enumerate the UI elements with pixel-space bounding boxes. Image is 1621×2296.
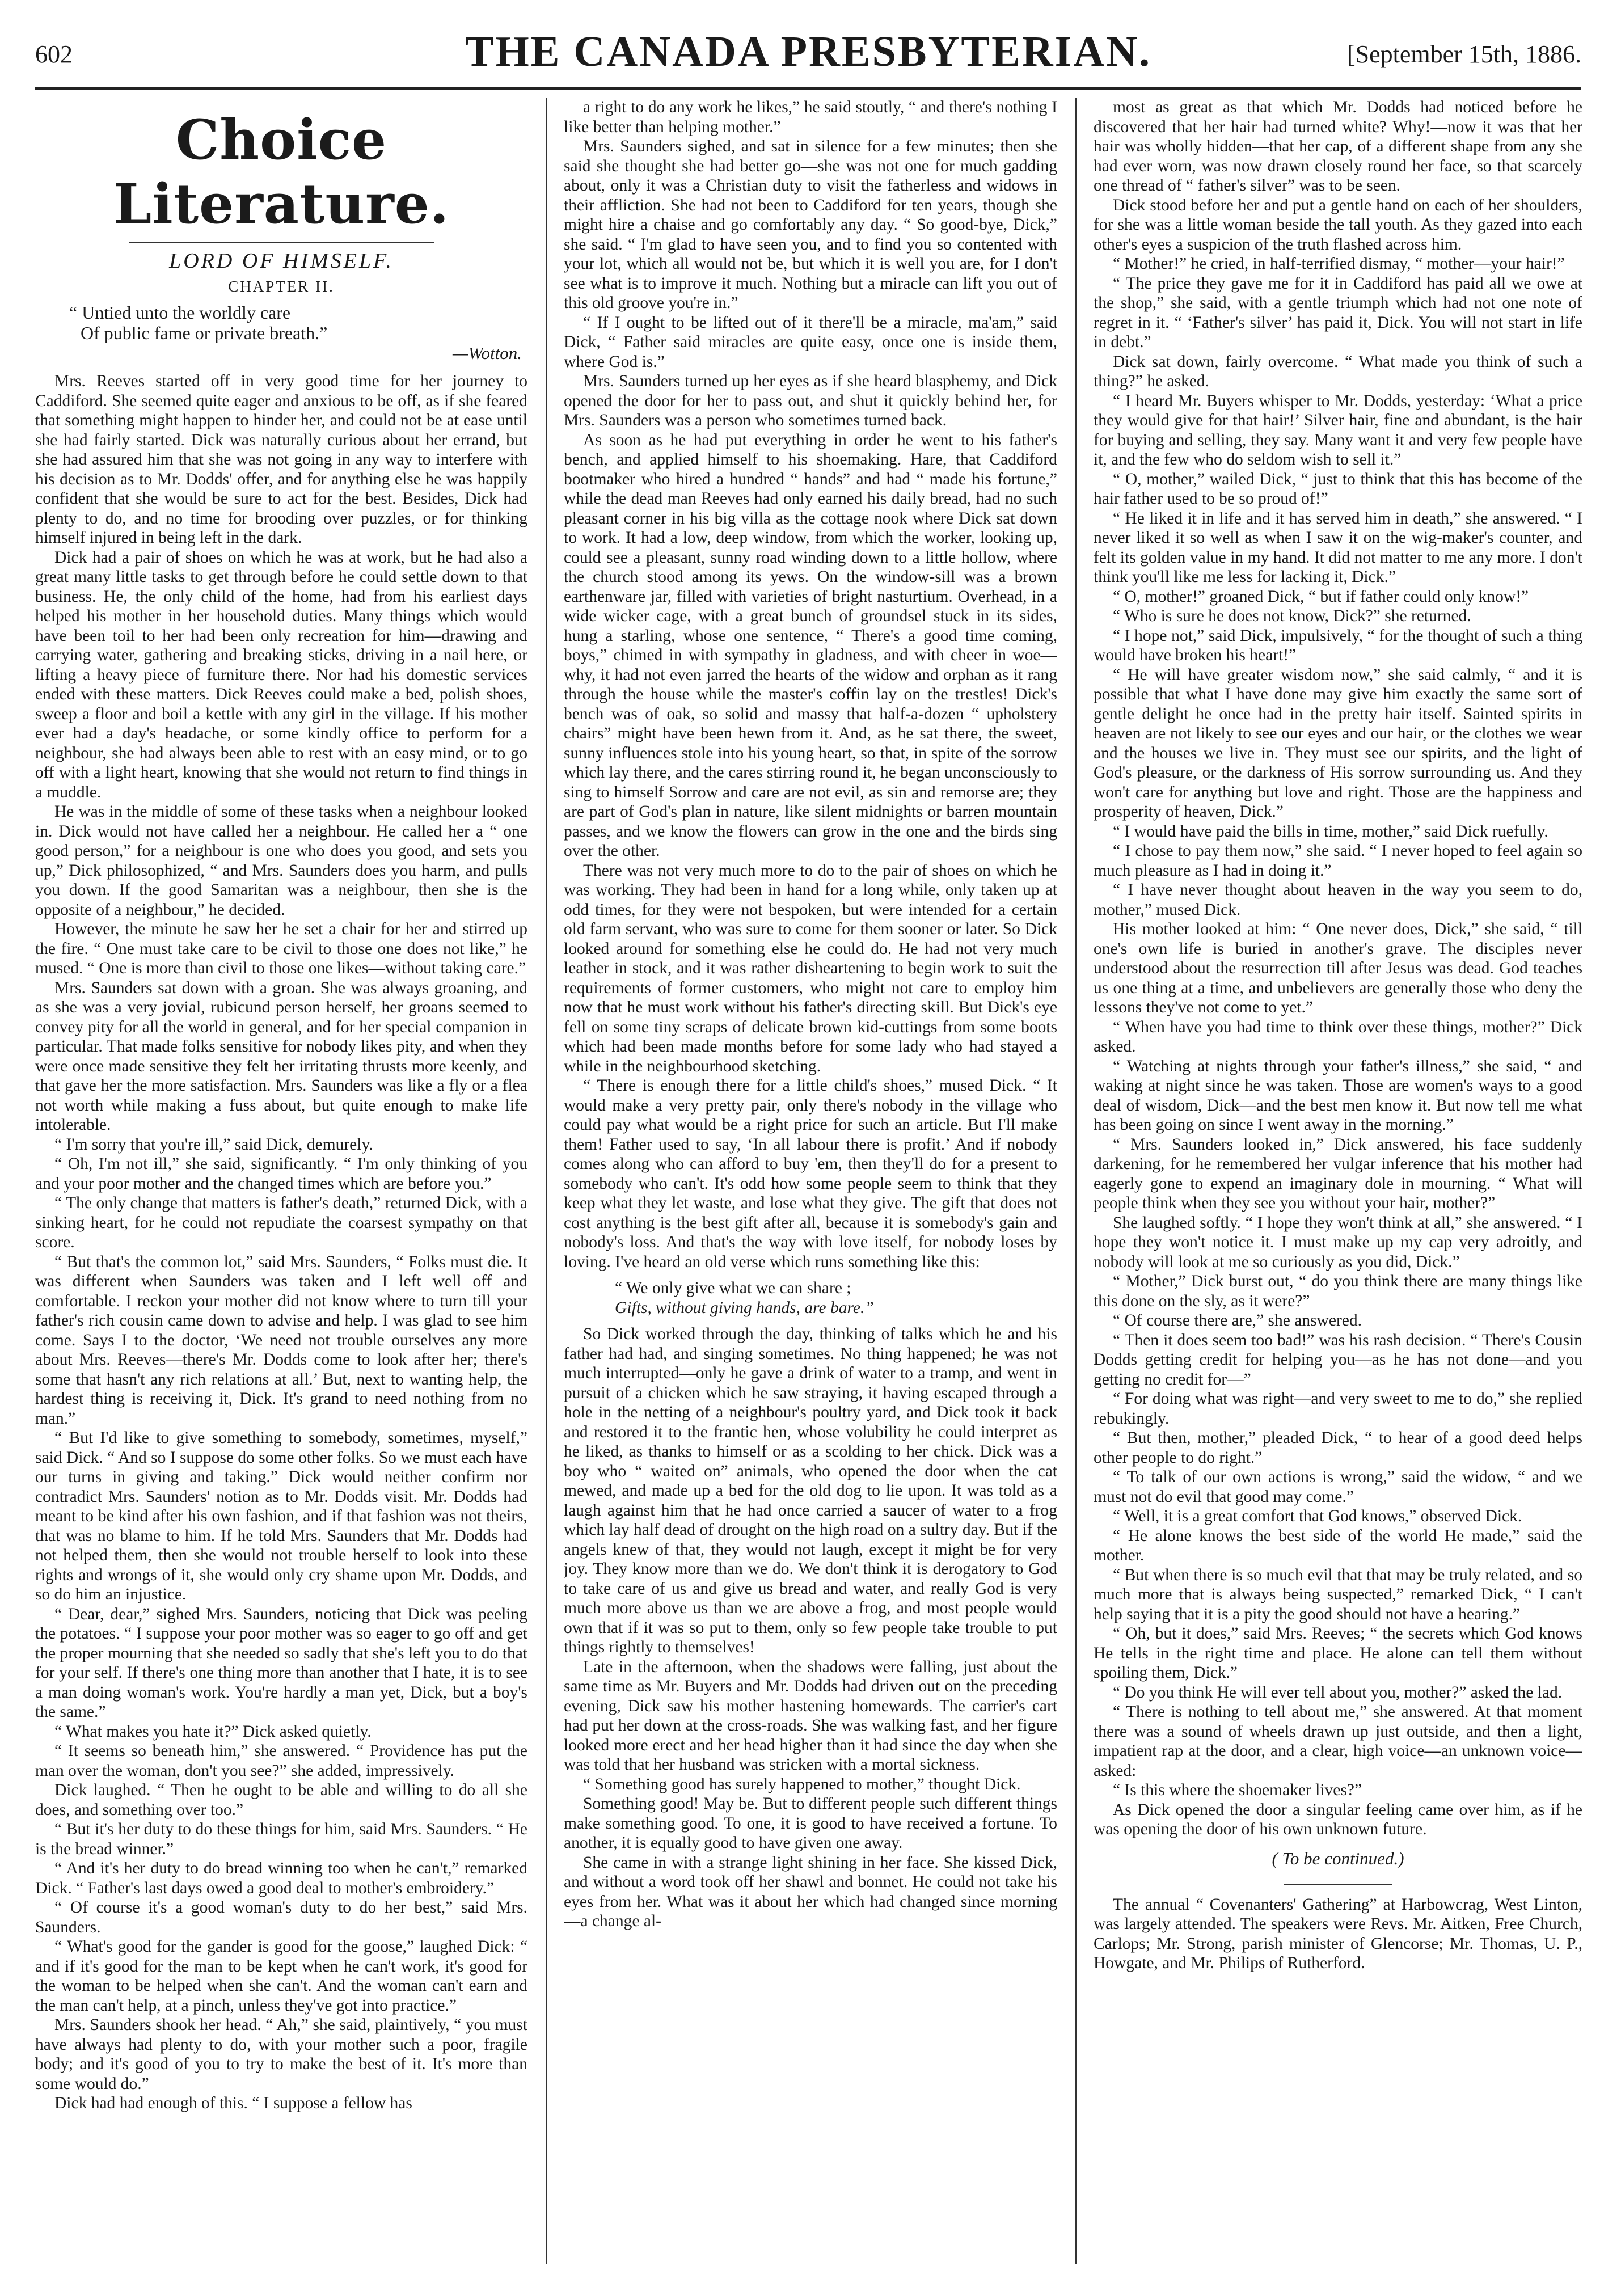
paragraph: “ I heard Mr. Buyers whisper to Mr. Dodds, yesterday: ‘What a price they would give for that hair!’ Silver hair, fine and abundant, is the hair for buying and selling, they say. Many want it and very few people have it, and the few who do seldom wish to sell it.” xyxy=(1094,391,1582,469)
story-title: LORD OF HIMSELF. xyxy=(169,249,394,273)
column-1-text xyxy=(35,372,527,2113)
paragraph: “ Mother,” Dick burst out, “ do you think there are many things like this done on the sly, as it were?” xyxy=(1094,1272,1582,1310)
paragraph: “ Watching at nights through your father's illness,” she said, “ and waking at night since he was taken. Those are women's ways to a good deal of wisdom, Dick—and the best men know it. But now tell me what has been going on since I went away in the morning.” xyxy=(1094,1057,1582,1134)
paragraph: “ What's good for the gander is good for the goose,” laughed Dick: “ and if it's good for the man to be kept when he can't work, it's good for the woman to be helped when she can't. And the woman can't earn and the man can't help, at a pinch, unless they've got into practice.” xyxy=(35,1938,527,2015)
paragraph: “ O, mother,” wailed Dick, “ just to think that this has become of the hair father used to be so proud of!” xyxy=(1094,470,1582,508)
column-divider xyxy=(1075,98,1077,2264)
paragraph: “ Then it does seem too bad!” was his rash decision. “ There's Cousin Dodds getting credit for helping you—as he has not done—and you getting no credit for—” xyxy=(1094,1331,1582,1388)
paragraph: Dick sat down, fairly overcome. “ What made you think of such a thing?” he asked. xyxy=(1094,352,1582,390)
paragraph: most as great as that which Mr. Dodds had noticed before he discovered that her hair had turned white? Why!—now it was that her hair was wholly hidden—that her cap, of a different shape from any she had ever worn, was now drawn closely round her face, so that scarcely one thread of “ father's silver” was to be seen. xyxy=(1094,98,1582,195)
issue-date: [September 15th, 1886. xyxy=(1346,40,1581,68)
paragraph: Mrs. Reeves started off in very good time for her journey to Caddiford. She seemed quite eager and anxious to be off, as if she feared that something might happen to hinder her, and could not be at ease until she had fairly started. Dick was naturally curious about her errand, but she had assured him that she was not going in any way to interfere with his decision as to Mr. Dodds' offer, and for anything else he was happily confident that she would be sure to act for the best. Besides, Dick had plenty to do, and no time for brooding over puzzles, or for thinking himself injured in being left in the dark. xyxy=(35,372,527,547)
paragraph: “ There is nothing to tell about me,” she answered. At that moment there was a sound of wheels drawn up just outside, and then a light, impatient rap at the door, and a clear, high voice—an unknown voice—asked: xyxy=(1094,1703,1582,1780)
paragraph: Dick stood before her and put a gentle hand on each of her shoulders, for she was a little woman beside the tall youth. As they gazed into each other's eyes a suspicion of the truth flashed across him. xyxy=(1094,196,1582,254)
paragraph: As Dick opened the door a singular feeling came over him, as if he was opening the door of his own unknown future. xyxy=(1094,1800,1582,1838)
paragraph: “ If I ought to be lifted out of it there'll be a miracle, ma'am,” said Dick, “ Father said miracles are quite easy, once one is inside them, where God is.” xyxy=(564,313,1057,371)
epigraph xyxy=(69,302,527,343)
paragraph: She laughed softly. “ I hope they won't think at all,” she answered. “ I hope they won't notice it. I must make up my cap very adroitly, and nobody will look at me so curiously as you did, Dick.” xyxy=(1094,1213,1582,1271)
paragraph: His mother looked at him: “ One never does, Dick,” she said, “ till one's own life is buried in another's grave. The disciples never understood about the resurrection till after Jesus was dead. God teaches us one thing at a time, and unbelievers are generally those who deny the lessons they've not come to yet.” xyxy=(1094,920,1582,1016)
paragraph: “ Who is sure he does not know, Dick?” she returned. xyxy=(1113,607,1471,625)
paragraph: Mrs. Saunders shook her head. “ Ah,” she said, plaintively, “ you must have always had plenty to do, with your mother such a poor, fragile body; and it's good of you to try to make the best of it. It's more than some would do.” xyxy=(35,2016,527,2093)
paragraph: “ The price they gave me for it in Caddiford has paid all we owe at the shop,” she said, with a gentle triumph which had not one note of regret in it. “ ‘Father's silver’ has paid it, Dick. You will not start in life in debt.” xyxy=(1094,274,1582,351)
paragraph: “ I chose to pay them now,” she said. “ I never hoped to feel again so much pleasure as I had in doing it.” xyxy=(1094,842,1582,880)
paragraph: “ When have you had time to think over these things, mother?” Dick asked. xyxy=(1094,1018,1582,1056)
paragraph: “ Mrs. Saunders looked in,” Dick answered, his face suddenly darkening, for he remembered her vulgar inference that his mother had eagerly gone to expend an imaginary dole in mourning. “ What will people think when they see you without your hair, mother?” xyxy=(1094,1135,1582,1212)
paragraph: “ Do you think He will ever tell about you, mother?” asked the lad. xyxy=(1113,1683,1563,1702)
notice-paragraph: The annual “ Covenanters' Gathering” at Harbowcrag, West Linton, was largely attended. The speakers were Revs. Mr. Aitken, Free Church, Carlops; Mr. Strong, parish minister of Glencorse; Mr. Thomas, U. P., Howgate, and Mr. Philips of Rutherford. xyxy=(1094,1895,1582,1972)
paragraph: However, the minute he saw her he set a chair for her and stirred up the fire. “ One must take care to be civil to those one does not like,” he mused. “ One is more than civil to those one likes—without taking care.” xyxy=(35,920,527,977)
paragraph: There was not very much more to do to the pair of shoes on which he was working. They had been in hand for a long while, only taken up at odd times, for they were not bespoken, but were intended for a certain old farm servant, who was sure to come for them sooner or later. So Dick looked around for something else he could do. He had not very much leather in stock, and it was rather disheartening to begin work to suit the requirements of former customers, who might not care to employ him now that he must work without his father's directing skill. But Dick's eye fell on some tiny scraps of delicate brown kid-cuttings from some boots which had been made months before for some lady who had stayed a while in the neighbourhood sketching. xyxy=(564,861,1057,1075)
notice-rule xyxy=(1284,1884,1392,1885)
epigraph-attribution: —Wotton. xyxy=(452,343,522,363)
paragraph: She came in with a strange light shining in her face. She kissed Dick, and without a word took off her shawl and bonnet. He could not take his eyes from her. What was it about her which had changed since morning—a change al- xyxy=(564,1853,1057,1930)
paragraph: “ But when there is so much evil that that may be truly related, and so much more that is always being suspected,” remarked Dick, “ I can't help saying that it is a pity the good should not have a hearing.” xyxy=(1094,1565,1582,1623)
paragraph: Dick laughed. “ Then he ought to be able and willing to do all she does, and something over too.” xyxy=(35,1781,527,1819)
column-1 xyxy=(35,98,527,2276)
paragraph: Something good! May be. But to different people such different things make something good. To one, it is good to have received a fortune. To another, it is equally good to have given one away. xyxy=(564,1795,1057,1852)
paragraph: As soon as he had put everything in order he went to his father's bench, and applied himself to his shoemaking. Hare, that Caddiford bootmaker who hired a hundred “ hands” and had “ made his fortune,” while the dead man Reeves had only earned his daily bread, had no such pleasant corner in his big villa as the cottage nook where Dick sat down to work. It had a low, deep window, from which the worker, looking up, could see a pleasant, sunny road winding down to a little hollow, where the church stood among its yews. On the window-sill was a brown earthenware jar, filled with varieties of bright nasturtium. Overhead, in a wide wicker cage, with a great bunch of groundsel stuck in its sides, hung a starling, whose one sentence, “ There's a good time coming, boys,” chimed in with sympathy in gladness, and with cheer in woe—why, it had not even jarred the hearts of the widow and orphan as it rang through the house while the master's coffin lay on the trestles! Dick's bench was of oak, so solid and massy that half-a-dozen “ upholstery chairs” might have been hewn from it. And, as he sat there, the sweet, sunny influences stole into his young heart, so that, in spite of the sorrow which lay there, and the cares stirring round it, he began unconsciously to sing to himself Sorrow and care are not evil, as sin and remorse are; they are part of God's plan in nature, like silent midnights or barren mountain passes, and we know the flowers can grow in the one and the birds sing over the other. xyxy=(564,430,1057,860)
page-number: 602 xyxy=(35,40,73,68)
paragraph: Mrs. Saunders sat down with a groan. She was always groaning, and as she was a very jovial, rubicund person herself, her groans seemed to convey pity for all the world in general, and for her special companion in particular. That made folks sensitive for nobody likes pity, and when they were once made sensitive they felt her irritating thrusts more keenly, and that gave her the more satisfaction. Mrs. Saunders was like a fly or a flea not worth while making a fuss about, but quite enough to make life intolerable. xyxy=(35,978,527,1134)
paragraph: He was in the middle of some of these tasks when a neighbour looked in. Dick would not have called her a neighbour. He called her a “ one good person,” for a neighbour is one who does you good, and sets you up,” Dick philosophized, “ and Mrs. Saunders does you harm, and pulls you down. If the good Samaritan was a neighbour, then she is the opposite of a neighbour,” he decided. xyxy=(35,803,527,919)
paragraph: “ To talk of our own actions is wrong,” said the widow, “ and we must not do evil that good may come.” xyxy=(1094,1468,1582,1506)
paragraph: “ What makes you hate it?” Dick asked quietly. xyxy=(54,1722,372,1741)
paragraph: “ Of course it's a good woman's duty to do her best,” said Mrs. Saunders. xyxy=(35,1898,527,1936)
verse xyxy=(615,1278,1057,1318)
column-3-text xyxy=(1094,98,1582,1839)
paragraph: “ I'm sorry that you're ill,” said Dick, demurely. xyxy=(54,1135,373,1154)
paragraph: So Dick worked through the day, thinking of talks which he and his father had had, and singing sometimes. No thing happened; he was not much interrupted—only he gave a drink of water to a tramp, and went in pursuit of a chicken which he saw straying, it having escaped through a hole in the netting of a neighbour's poultry yard, and Dick took it back and restored it to the frantic hen, whose volubility he could interpret as he liked, as thanks to himself or as a scolding to her chick. Dick was a boy who “ waited on” animals, who opened the door when the cat mewed, and made up a bed for the old dog to lie upon. It was told as a laugh against him that he had once carried a saucer of water to a frog which lay half dead of drought on the high road on a sultry day. But if the angels knew of that, they would not laugh, except it might be for very joy. They know more than we do. We don't think it is derogatory to God to take care of us and give us bread and water, and really God is very much more above us than we are above a frog, and most people would own that if it was so put to them, only so few people take trouble to put things rightly to themselves! xyxy=(564,1325,1057,1656)
page-header xyxy=(35,26,1581,83)
paragraph: Dick had had enough of this. “ I suppose a fellow has xyxy=(54,2094,412,2112)
paragraph: “ I would have paid the bills in time, mother,” said Dick ruefully. xyxy=(1113,822,1548,841)
paragraph: “ I hope not,” said Dick, impulsively, “ for the thought of such a thing would have broken his heart!” xyxy=(1094,626,1582,664)
paragraph: “ O, mother!” groaned Dick, “ but if father could only know!” xyxy=(1113,587,1529,606)
header-rule xyxy=(35,87,1581,90)
paragraph: “ Of course there are,” she answered. xyxy=(1113,1311,1362,1330)
paragraph: “ He alone knows the best side of the world He made,” said the mother. xyxy=(1094,1526,1582,1564)
paragraph: “ And it's her duty to do bread winning too when he can't,” remarked Dick. “ Father's last days owed a good deal to mother's embroidery.” xyxy=(35,1859,527,1897)
paragraph: “ For doing what was right—and very sweet to me to do,” she replied rebukingly. xyxy=(1094,1390,1582,1428)
paragraph: “ He will have greater wisdom now,” she said calmly, “ and it is possible that what I have done may give him exactly the same sort of gentle delight he once had in the pretty hair itself. Sainted spirits in heaven are not likely to see our eyes and our hair, or the clothes we wear and the houses we live in. They must see our spirits, and the light of God's pleasure, or the darkness of His sorrow surrounding us. And they won't care for anything but love and right. Those are the happiness and prosperity of heaven, Dick.” xyxy=(1094,665,1582,821)
paragraph: “ The only change that matters is father's death,” returned Dick, with a sinking heart, for he could not repudiate the coarsest sympathy on that score. xyxy=(35,1194,527,1251)
paragraph: “ But then, mother,” pleaded Dick, “ to hear of a good deed helps other people to do right.” xyxy=(1094,1429,1582,1467)
paragraph: Mrs. Saunders sighed, and sat in silence for a few minutes; then she said she thought she had better go—she was not one for much gadding about, only it was a Christian duty to visit the fatherless and widows in their affliction. She had not been to Caddiford for ten years, though she might hire a chaise and go comfortably any day. “ So good-bye, Dick,” she said. “ I'm glad to have seen you, and to find you so contented with your lot, which all would not be, but which it is well you are, for I don't see what is to improve it much. Nothing but a miracle can lift you out of this old groove you're in.” xyxy=(564,137,1057,312)
paragraph: “ Oh, but it does,” said Mrs. Reeves; “ the secrets which God knows He tells in the right time and place. He alone can tell them without spoiling them, Dick.” xyxy=(1094,1624,1582,1682)
paragraph: “ Dear, dear,” sighed Mrs. Saunders, noticing that Dick was peeling the potatoes. “ I suppose your poor mother was so eager to go off and get the proper mourning that she needed so sadly that she's left you to do that for your self. If there's one thing more than another that I hate, it is to see a man doing woman's work. You're hardly a man yet, Dick, but a boy's the same.” xyxy=(35,1605,527,1721)
column-2 xyxy=(564,98,1057,2276)
masthead: THE CANADA PRESBYTERIAN. xyxy=(465,28,1152,75)
epigraph-line: “ Untied unto the worldly care xyxy=(69,302,291,323)
column-2-text xyxy=(564,98,1057,1272)
paragraph: “ But it's her duty to do these things for him, said Mrs. Saunders. “ He is the bread winner.” xyxy=(35,1820,527,1858)
paragraph: “ He liked it in life and it has served him in death,” she answered. “ I never liked it so well as when I saw it on the wig-maker's counter, and felt its golden value in my hand. It did not matter to me any more. I don't think you'll like me less for lacking it, Dick.” xyxy=(1094,509,1582,586)
chapter-heading: CHAPTER II. xyxy=(228,278,335,295)
paragraph: “ Something good has surely happened to mother,” thought Dick. xyxy=(583,1775,1021,1793)
paragraph: “ Mother!” he cried, in half-terrified dismay, “ mother—your hair!” xyxy=(1113,255,1565,273)
paragraph: “ But that's the common lot,” said Mrs. Saunders, “ Folks must die. It was different when Saunders was taken and I left well off and comfortable. I reckon your mother did not know where to turn till your father's rich cousin came down to advise and help. I was glad to see him come. Says I to the doctor, ‘We need not trouble ourselves any more about Mrs. Reeves—there's Mr. Dodds come to look after her; there's some that hasn't any rich relations at all.’ But, next to wanting help, the hardest thing is receiving it, Dick. It's grand to need nothing from no man.” xyxy=(35,1252,527,1428)
paragraph: Mrs. Saunders turned up her eyes as if she heard blasphemy, and Dick opened the door for her to pass out, and shut it quickly behind her, for Mrs. Saunders was a person who sometimes turned back. xyxy=(564,372,1057,429)
paragraph: “ I have never thought about heaven in the way you seem to do, mother,” mused Dick. xyxy=(1094,881,1582,919)
to-be-continued: ( To be continued.) xyxy=(1272,1848,1404,1868)
paragraph: a right to do any work he likes,” he said stoutly, “ and there's nothing I like better than helping mother.” xyxy=(564,98,1057,136)
column-2-text-continued xyxy=(564,1324,1057,1931)
paragraph: “ There is enough there for a little child's shoes,” mused Dick. “ It would make a very pretty pair, only there's nobody in the village who could pay what would be a right price for such an article. But I'll make them! Father used to say, ‘In all labour there is profit.’ And if nobody comes along who can afford to buy 'em, then they'll do for a present to somebody who can't. It's odd how some people seem to think that they keep what they let waste, and lose what they give. The gift that does not cost anything is the best gift after all, because it is somebody's gain and nobody's loss. And that's the way with love itself, for nobody loses by loving. I've heard an old verse which runs something like this: xyxy=(564,1077,1057,1271)
paragraph: “ But I'd like to give something to somebody, sometimes, myself,” said Dick. “ And so I suppose do some other folks. So we must each have our turns in giving and taking.” Dick would neither confirm nor contradict Mrs. Saunders' notion as to Mr. Dodds visit. Mr. Dodds had meant to be kind after his own fashion, and if that fashion was not theirs, that was no blame to him. If he told Mrs. Saunders that Mr. Dodds had not helped them, then she would not trouble herself to look into these rights and wrongs of it, she would only cry shame upon Mr. Dodds, and so do him an injustice. xyxy=(35,1429,527,1603)
verse-line: “ We only give what we can share ; xyxy=(615,1279,851,1297)
paragraph: “ Is this where the shoemaker lives?” xyxy=(1113,1781,1362,1799)
paragraph: “ Oh, I'm not ill,” she said, significantly. “ I'm only thinking of you and your poor mother and the changed times which are before you.” xyxy=(35,1155,527,1193)
verse-line: Gifts, without giving hands, are bare.” xyxy=(615,1298,874,1317)
column-3 xyxy=(1094,98,1582,2276)
paragraph: Late in the afternoon, when the shadows were falling, just about the same time as Mr. Buyers and Mr. Dodds had driven out on the preceding evening, Dick saw his mother hastening homewards. The carrier's cart had put her down at the cross-roads. She was walking fast, and her figure looked more erect and her head higher than it had since the day when she was told that her husband was stricken with a mortal sickness. xyxy=(564,1657,1057,1774)
paragraph: Dick had a pair of shoes on which he was at work, but he had also a great many little tasks to get through before he could settle down to that business. He, the only child of the home, had from his earliest days helped his mother in her household duties. Many things which would have been toil to her had been only recreation for him—drawing and carrying water, gathering and breaking sticks, driving in a nail here, or lifting a heavy piece of furniture there. Nor had his domestic services ended with these matters. Dick Reeves could make a bed, polish shoes, sweep a floor and boil a kettle with any girl in the village. If his mother ever had a day's headache, or some kindly office to perform for a neighbour, she had always been able to rest with an easy mind, or to go off with a light heart, knowing that she would not return to find things in a muddle. xyxy=(35,548,527,801)
epigraph-line: Of public fame or private breath.” xyxy=(81,323,328,343)
title-rule xyxy=(129,242,434,243)
column-divider xyxy=(546,98,547,2264)
paragraph: “ It seems so beneath him,” she answered. “ Providence has put the man over the woman, don't you see?” she added, impressively. xyxy=(35,1742,527,1780)
paragraph: “ Well, it is a great comfort that God knows,” observed Dick. xyxy=(1113,1507,1522,1525)
section-title: Choice Literature. xyxy=(113,108,450,236)
